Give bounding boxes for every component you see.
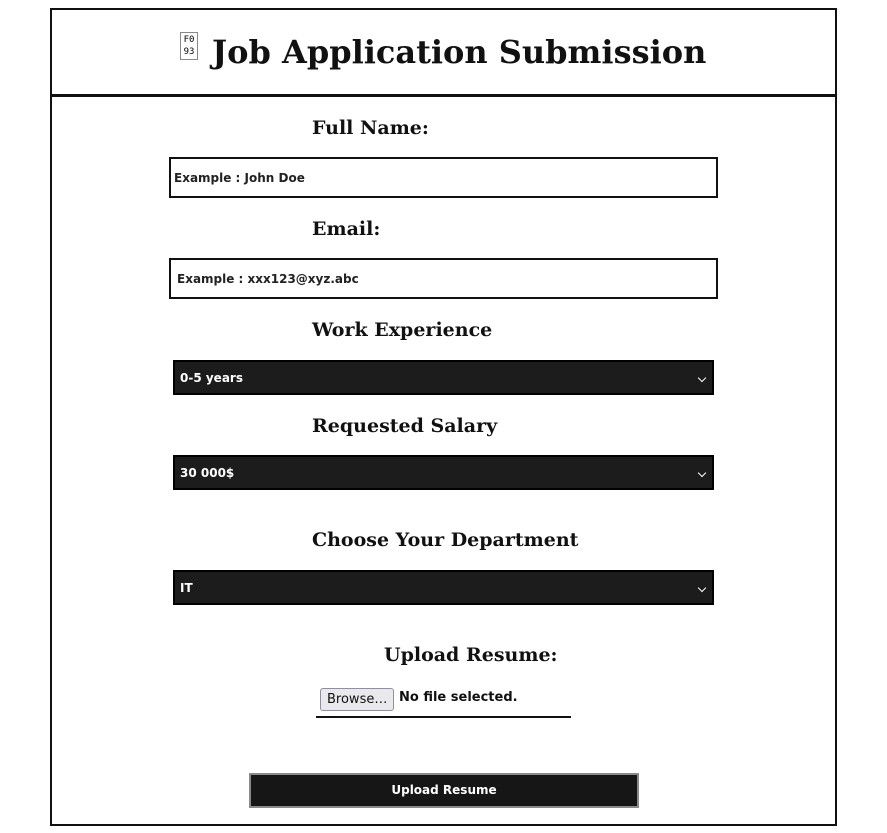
chevron-down-icon bbox=[698, 584, 706, 592]
requested-salary-label: Requested Salary bbox=[312, 415, 498, 437]
form-icon-glyph: F0 93 bbox=[183, 35, 195, 57]
email-label: Email: bbox=[312, 218, 381, 240]
department-label: Choose Your Department bbox=[312, 529, 579, 551]
form-icon bbox=[180, 32, 198, 60]
upload-resume-button[interactable]: Upload Resume bbox=[249, 773, 639, 808]
requested-salary-value: 30 000$ bbox=[180, 466, 235, 480]
full-name-input[interactable] bbox=[169, 157, 718, 198]
email-placeholder: Example : xxx123@xyz.abc bbox=[177, 272, 359, 286]
requested-salary-select[interactable] bbox=[173, 455, 714, 490]
browse-button[interactable]: Browse… bbox=[320, 688, 394, 711]
department-select[interactable] bbox=[173, 570, 714, 605]
work-experience-select[interactable] bbox=[173, 360, 714, 395]
email-input[interactable] bbox=[169, 258, 718, 299]
page-title: Job Application Submission bbox=[212, 33, 707, 71]
application-form bbox=[50, 8, 837, 826]
upload-resume-label: Upload Resume: bbox=[384, 644, 558, 666]
chevron-down-icon bbox=[698, 469, 706, 477]
resume-file-input[interactable] bbox=[316, 686, 571, 718]
full-name-label: Full Name: bbox=[312, 117, 429, 139]
work-experience-value: 0-5 years bbox=[180, 371, 243, 385]
form-header bbox=[52, 10, 835, 97]
full-name-placeholder: Example : John Doe bbox=[174, 171, 305, 185]
work-experience-label: Work Experience bbox=[312, 319, 493, 341]
file-status: No file selected. bbox=[399, 690, 518, 705]
chevron-down-icon bbox=[698, 374, 706, 382]
department-value: IT bbox=[180, 581, 193, 595]
